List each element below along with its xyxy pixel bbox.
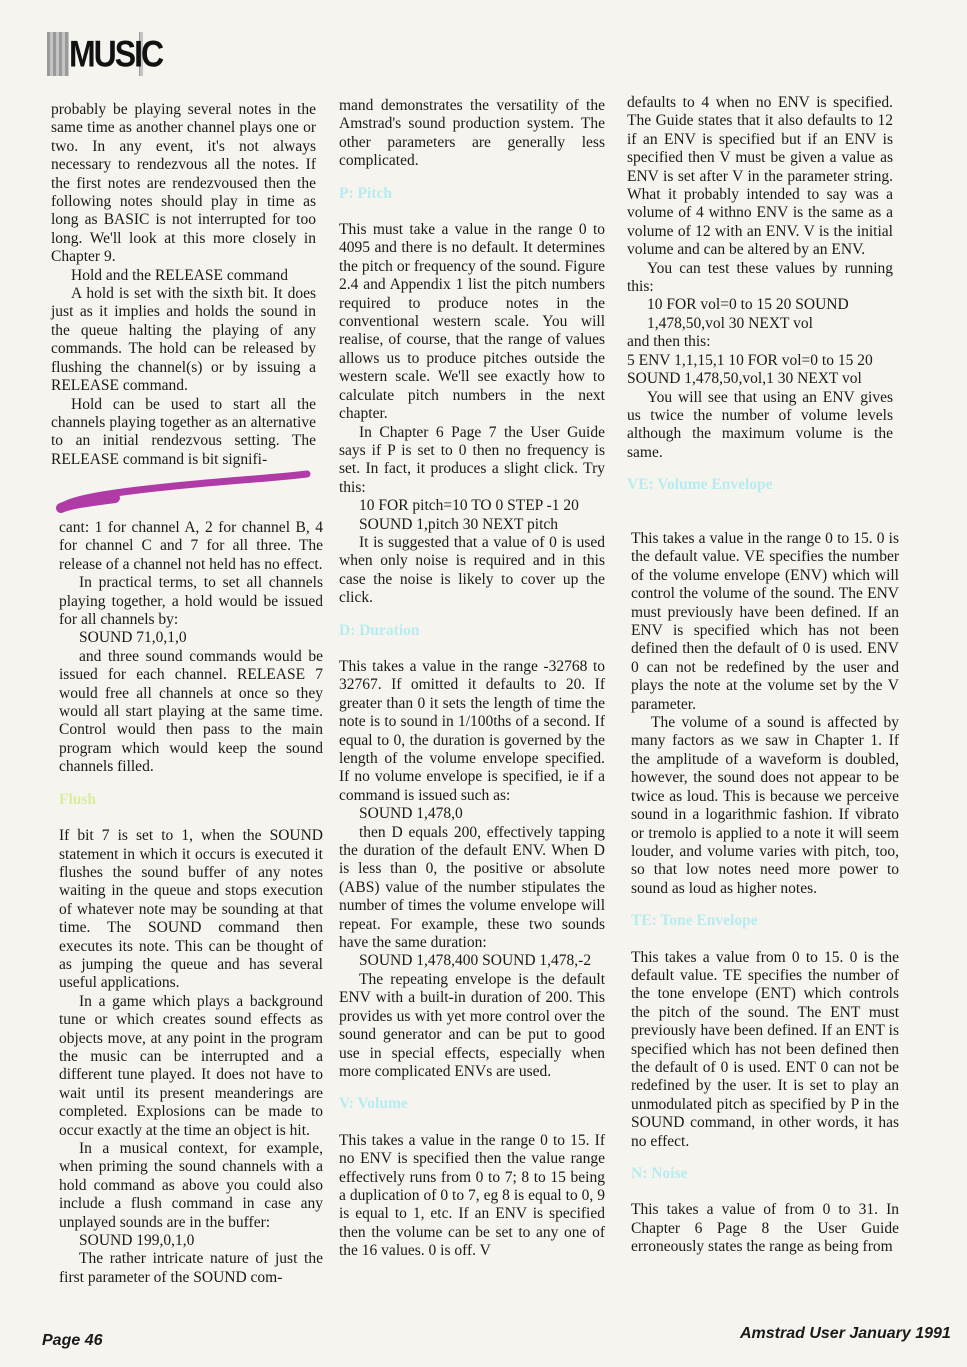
paragraph: probably be playing several notes in the same time as another channel plays one or two. In any event, it's not always necessary to rendezvous all the notes. If the first notes are rendezvoused then the following notes should play in time as long as BASIC is not interrupted for too long. We'll look at this more closely in Chapter 9.	[51, 101, 316, 266]
paragraph: Hold can be used to start all the channels playing together as an alternative to an initial rendezvous setting. The RELEASE command is bit signifi-	[51, 395, 316, 468]
paragraph: In practical terms, to set all channels playing together, a hold would be issued for all channels by:	[59, 574, 323, 629]
paragraph: The repeating envelope is the default ENV with a built-in duration of 200. This provides us with yet more control over the sound generator and can be put to good use in special effects, especially when more complicated ENVs are used.	[339, 970, 605, 1080]
paragraph: then D equals 200, effectively tapping the duration of the default ENV. When D is less than 0, the positive or absolute (ABS) value of the number stipulates the number of times the volume envelope will repeat. For example, these two sounds have the same duration:	[339, 823, 605, 952]
paragraph: You can test these values by running this:	[627, 259, 893, 296]
section-logo	[47, 32, 163, 76]
paragraph: This takes a value from 0 to 15. 0 is the default value. TE specifies the number of the tone envelope (ENT) which controls the pitch of the sound. The ENT must previously have been defined. If an ENT is specified which has not been defined then the default of 0 is used. ENT 0 can not be redefined by the user. It is set to play an unmodulated pitch as specified by P in the SOUND command, in other words, it has no effect.	[631, 948, 899, 1150]
code-line: 10 FOR vol=0 to 15 20 SOUND 1,478,50,vol 30 NEXT vol	[647, 296, 849, 332]
code-line: SOUND 199,0,1,0	[79, 1232, 195, 1250]
page-number: Page 46	[42, 1332, 103, 1349]
paragraph: This takes a value of from 0 to 31. In Chapter 6 Page 8 the User Guide erroneously states the range as being from	[631, 1201, 899, 1256]
paragraph: In a musical context, for example, when priming the sound channels with a hold command as above you could also include a flush command in case any unplayed sounds are in the buffer:	[59, 1140, 323, 1231]
paragraph: If bit 7 is set to 1, when the SOUND statement in which it occurs is executed it flushes the sound buffer of any notes waiting in the queue and stops execution of whatever note may be sounding at that time. The SOUND command then executes its note. This can be thought of as jumping the queue and has several useful applications.	[59, 827, 323, 992]
paragraph: A hold is set with the sixth bit. It does just as it implies and holds the sound in the queue halting the playing of any commands. The hold can be released by flushing the channel(s) or by issuing a RELEASE command.	[51, 285, 316, 395]
paragraph: This takes a value in the range 0 to 15. 0 is the default value. VE specifies the number of the volume envelope (ENV) which will control the volume of the sound. The ENV must previously have been defined. If an ENV is specified which has not been defined then the default of 0 is used. ENV 0 can not be redefined by the user and plays the note at the volume set by the V parameter.	[631, 530, 899, 713]
paragraph: The rather intricate nature of just the first parameter of the SOUND com-	[59, 1250, 323, 1286]
section-heading: P: Pitch	[339, 184, 392, 202]
paragraph: In a game which plays a background tune or which creates sound effects as objects move, at any point in the program the music can be interrupted and a different tune played. It does not have to wait until its present meanderings are completed. Explosions can be made to occur exactly at the time an object is hit.	[59, 992, 323, 1139]
paragraph: This takes a value in the range 0 to 15. If no ENV is specified then the value range effectively runs from 0 to 7; 8 to 15 being a duplication of 0 to 7, eg 8 is equal to 0, 9 is equal to 1, etc. If an ENV is specified then the volume can be set to any one of the 16 values. 0 is off. V	[339, 1131, 605, 1260]
paragraph: You will see that using an ENV gives us twice the number of volume levels although the maximum volume is the same.	[627, 388, 893, 461]
code-line: SOUND 1,478,0	[359, 805, 463, 823]
paragraph: Hold and the RELEASE command	[71, 266, 288, 284]
column-3-bottom	[631, 530, 899, 1257]
paragraph: cant: 1 for channel A, 2 for channel B, 4 for channel C and 7 for all three. The release of a channel not held has no effect.	[59, 519, 323, 573]
paragraph: and three sound commands would be issued for each channel. RELEASE 7 would free all channels at once so they would all start playing at the same time. Control would then pass to the main program which would keep the sound channels filled.	[59, 647, 323, 776]
section-heading: D: Duration	[339, 621, 420, 639]
paragraph: mand demonstrates the versatility of the Amstrad's sound production system. The other parameters are generally less complicated.	[339, 97, 605, 170]
paragraph: defaults to 4 when no ENV is specified. The Guide states that it also defaults to 12 if an ENV is specified but if an ENV is specified then V must be given a value as ENV is set after V in the parameter string. What it probably intended to say was a volume of 4 withno ENV is the same as a volume of 12 with an ENV. V is the initial volume and can be altered by an ENV.	[627, 94, 893, 259]
section-heading: Flush	[59, 790, 97, 808]
paragraph: It is suggested that a value of 0 is used when only noise is required and in this case the noise is likely to cover up the click.	[339, 533, 605, 607]
paragraph: The volume of a sound is affected by many factors as we saw in Chapter 1. If the amplitude of a waveform is doubled, however, the sound does not appear to be twice as loud. This is because we perceive sound in a logarithmic fashion. If vibrato or tremolo is applied to a note it will seem louder, and volume varies with pitch, too, so that low notes need more power to sound as loud as higher notes.	[631, 714, 899, 897]
highlighter-stroke	[55, 458, 315, 518]
section-heading: V: Volume	[339, 1095, 408, 1113]
column-1-bottom	[59, 519, 323, 1287]
paragraph: This takes a value in the range -32768 to 32767. If omitted it defaults to 20. If greater than 0 it sets the length of time the note is to sound in 1/100ths of a second. If equal to 0, the duration is governed by the length of the volume envelope specified. If no volume envelope is specified, ie if a command is issued such as:	[339, 657, 605, 804]
code-line: 5 ENV 1,1,15,1 10 FOR vol=0 to 15 20 SOUND 1,478,50,vol,1 30 NEXT vol	[627, 351, 873, 388]
section-heading: N: Noise	[631, 1165, 688, 1182]
paragraph: This must take a value in the range 0 to 4095 and there is no default. It determines the pitch or frequency of the sound. Figure 2.4 and Appendix 1 list the pitch numbers required to produce notes in the conventional western scale. You will realise, of course, that the range of values allows us to produce pitches outside the western scale. We'll see exactly how to calculate pitch numbers in the next chapter.	[339, 221, 605, 423]
code-line: SOUND 1,478,400 SOUND 1,478,-2	[359, 952, 592, 970]
section-heading: VE: Volume Envelope	[627, 476, 773, 494]
column-3-top	[627, 94, 893, 513]
paragraph: and then this:	[627, 333, 711, 351]
publication-footer: Amstrad User January 1991	[740, 1325, 951, 1342]
section-heading: TE: Tone Envelope	[631, 912, 758, 930]
paragraph: In Chapter 6 Page 7 the User Guide says if P is set to 0 then no frequency is set. In fact, it produces a slight click. Try this:	[339, 423, 605, 496]
code-line: 10 FOR pitch=10 TO 0 STEP -1 20 SOUND 1,pitch 30 NEXT pitch	[359, 497, 579, 533]
column-2	[339, 97, 605, 1261]
section-label: MUSIC	[69, 31, 139, 77]
code-line: SOUND 71,0,1,0	[79, 629, 187, 647]
column-1-top	[51, 101, 316, 469]
